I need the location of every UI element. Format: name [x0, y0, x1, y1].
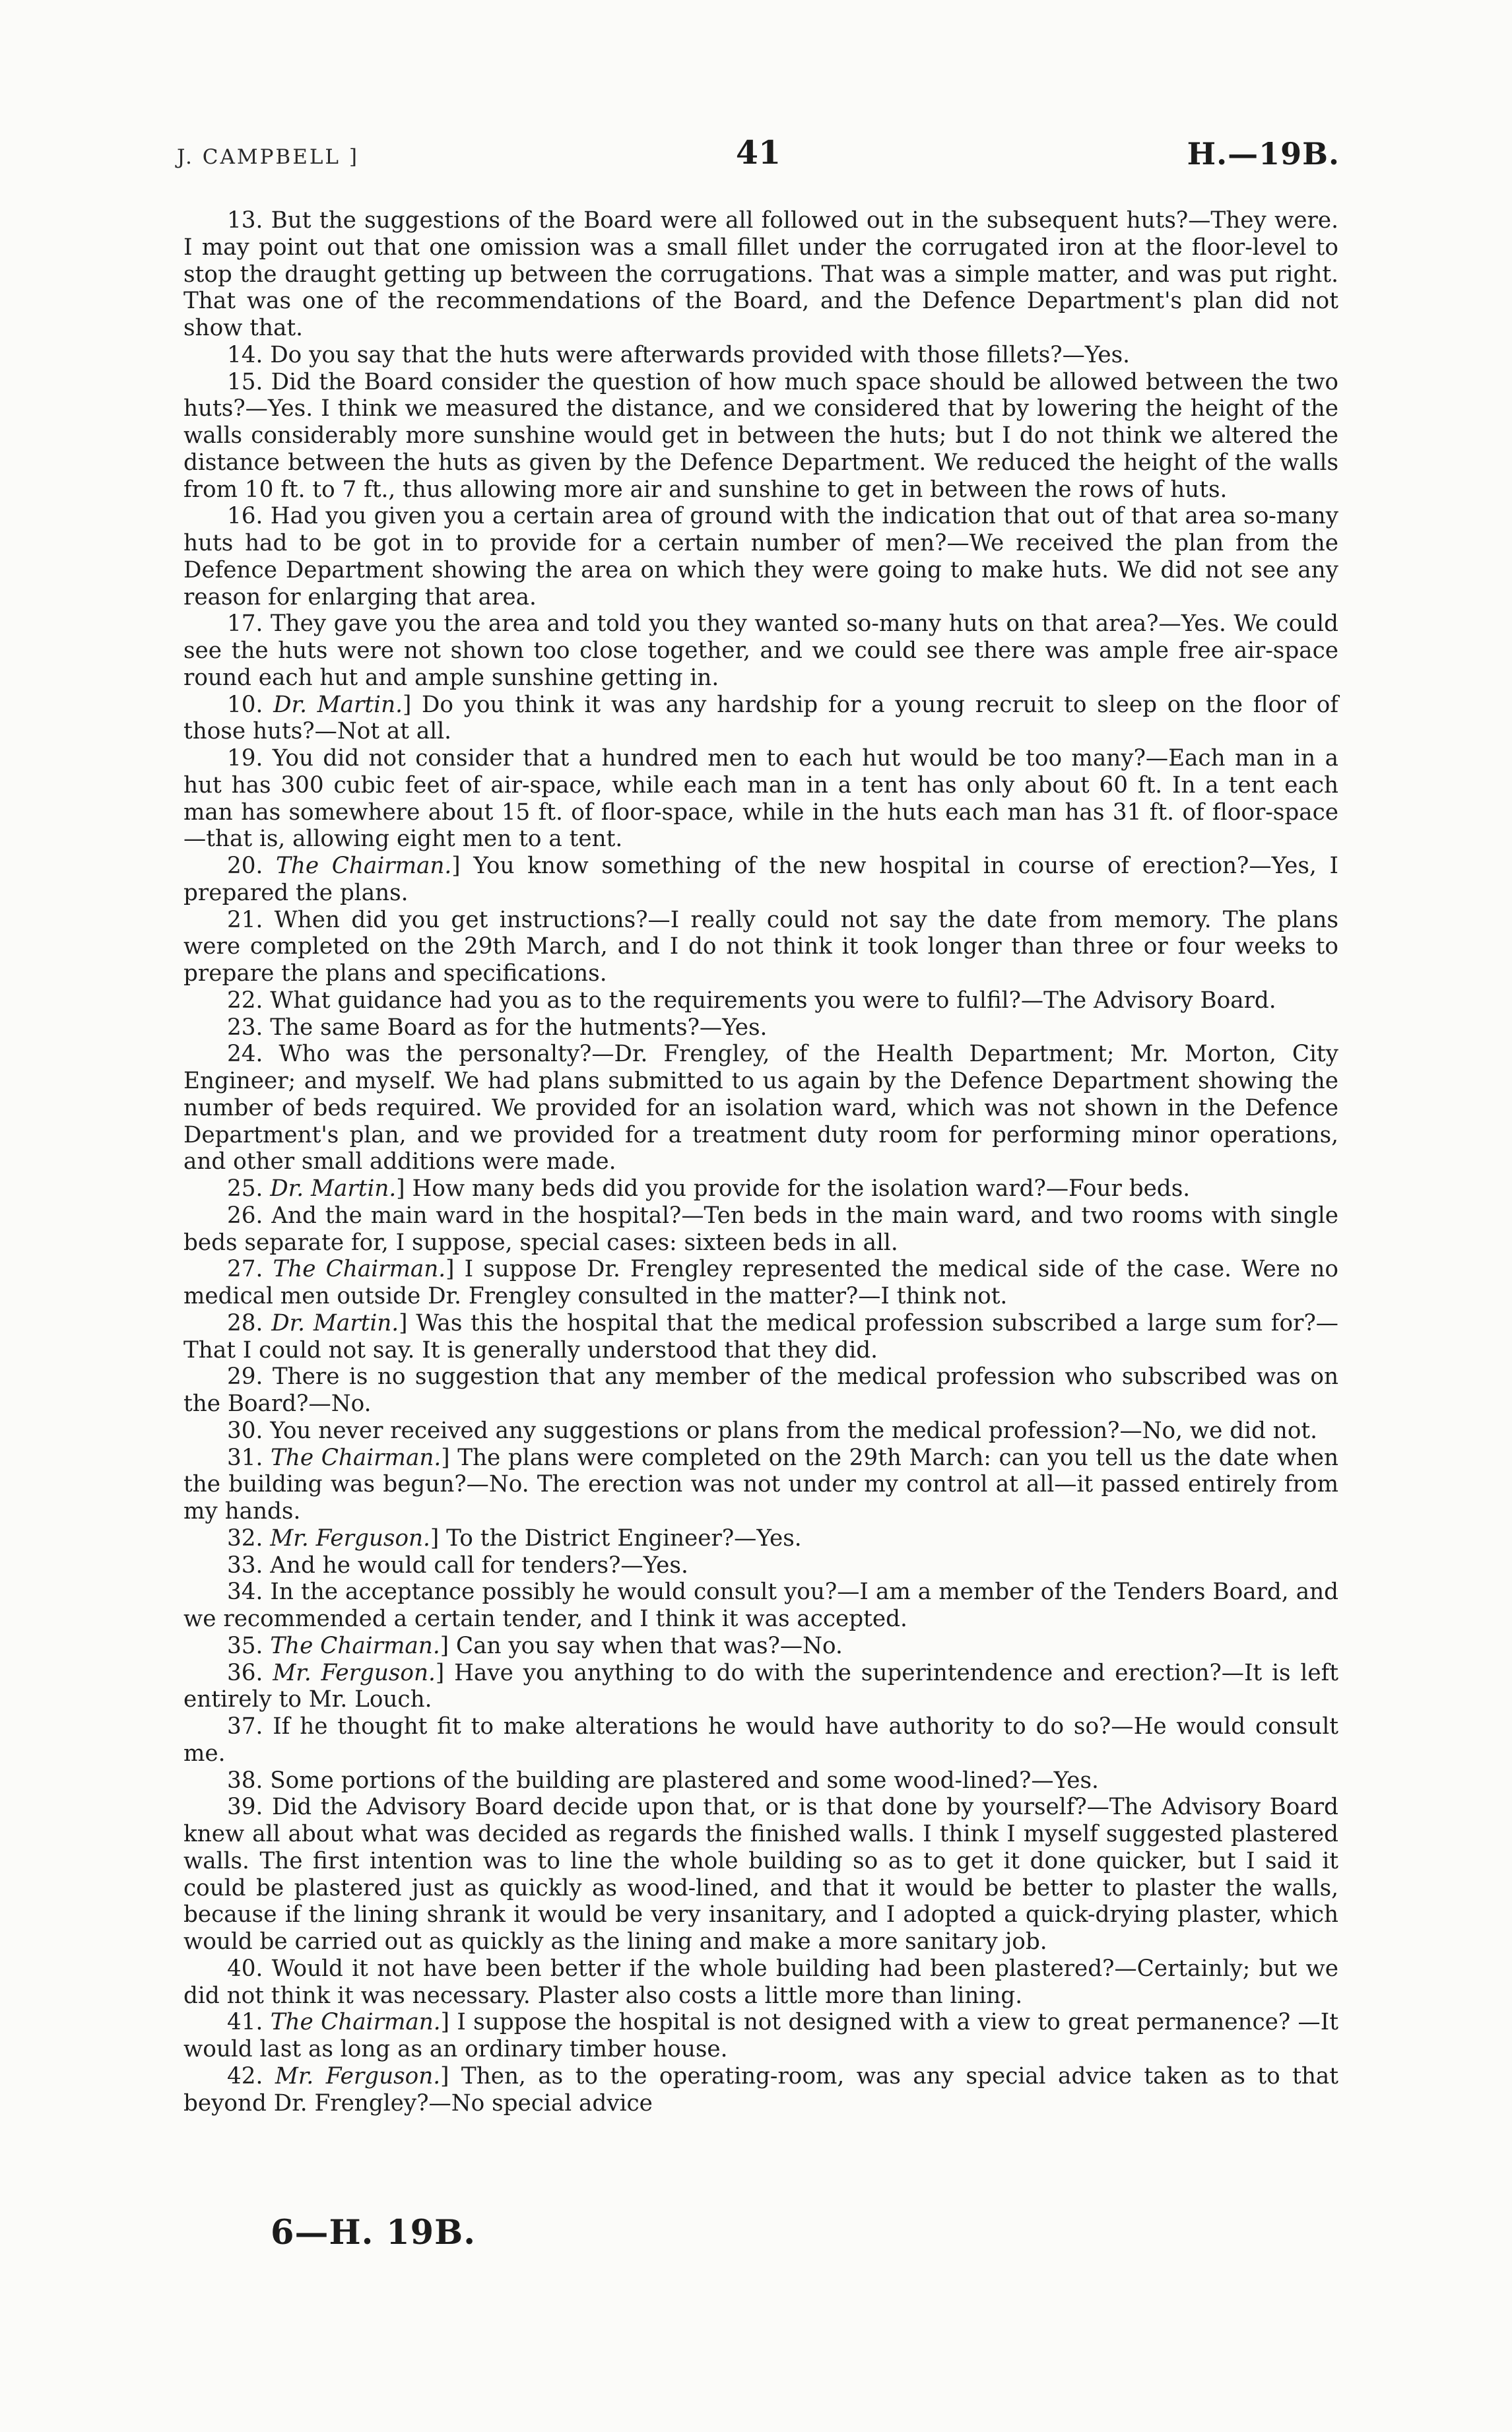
speaker-name: The Chairman.: [276, 853, 452, 879]
question-text: 26. And the main ward in the hospital?—Ten beds in the main ward, and two rooms with single beds separate for, I suppose, special cases: sixteen beds in all.: [183, 1202, 1338, 1256]
speaker-name: Dr. Martin.: [270, 1175, 397, 1202]
speaker-name: The Chairman.: [270, 1632, 440, 1659]
question-number: 36.: [227, 1659, 263, 1686]
question-paragraph: [183, 1256, 1338, 1310]
question-text: 21. When did you get instructions?—I really could not say the date from memory. The plans were completed on the 29th March, and I do not think it took longer than three or four weeks to prepare the plans and specifications.: [183, 906, 1338, 987]
question-paragraph: [183, 503, 1338, 610]
question-number: 28.: [227, 1309, 263, 1336]
question-paragraph: [183, 907, 1338, 987]
question-paragraph: [183, 1794, 1338, 1955]
question-paragraph: [183, 987, 1338, 1014]
question-paragraph: [183, 745, 1338, 853]
question-text: 16. Had you given you a certain area of ground with the indication that out of that area so-many huts had to be got in to provide for a certain number of men?—We received the plan from the Defence Department showing the area on which they were going to make huts. We did not see any reason for enlarging that area.: [183, 503, 1338, 610]
question-paragraph: [183, 1418, 1338, 1445]
question-paragraph: [183, 1175, 1338, 1202]
question-paragraph: [183, 1552, 1338, 1579]
speaker-name: The Chairman.: [270, 2009, 441, 2036]
question-text: ] I suppose Dr. Frengley represented the medical side of the case. Were no medical men outside Dr. Frengley consulted in the matter?—I think not.: [183, 1256, 1338, 1309]
question-paragraph: [183, 207, 1338, 342]
question-text: 15. Did the Board consider the question of how much space should be allowed between the two huts?—Yes. I think we measured the distance, and we considered that by lowering the height of the walls considerably more sunshine would get in between the huts; but I do not think we altered the distance between the huts as given by the Defence Department. We reduced the height of the walls from 10 ft. to 7 ft., thus allowing more air and sunshine to get in between the rows of huts.: [183, 368, 1338, 503]
question-number: 42.: [227, 2062, 263, 2089]
question-text: 39. Did the Advisory Board decide upon that, or is that done by yourself?—The Advisory Board knew all about what was decided as regards the finished walls. I think I myself suggested plastered walls. The first intention was to line the whole building so as to get it done quicker, but I said it could be plastered just as quickly as wood-lined, and that it would be better to plaster the walls, because if the lining shrank it would be very insanitary, and I adopted a quick-drying plaster, which would be carried out as quickly as the lining and make a more sanitary job.: [183, 1794, 1338, 1955]
page-header: [177, 132, 1340, 185]
question-number: 27.: [227, 1256, 263, 1283]
question-text: 34. In the acceptance possibly he would consult you?—I am a member of the Tenders Board, and we recommended a certain tender, and I think it was accepted.: [183, 1579, 1338, 1632]
signature-mark: 6—H. 19B.: [271, 2213, 477, 2252]
speaker-name: Mr. Ferguson.: [273, 1659, 436, 1686]
question-paragraph: [183, 1660, 1338, 1714]
speaker-name: Mr. Ferguson.: [275, 2062, 441, 2089]
question-paragraph: [183, 1633, 1338, 1660]
question-text: 29. There is no suggestion that any member of the medical profession who subscribed was on the Board?—No.: [183, 1364, 1338, 1417]
question-paragraph: [183, 1014, 1338, 1041]
question-text: 38. Some portions of the building are plastered and some wood-lined?—Yes.: [227, 1767, 1099, 1794]
speaker-name: The Chairman.: [271, 1444, 442, 1471]
speaker-name: Dr. Martin.: [271, 1309, 399, 1336]
question-text: ] Have you anything to do with the superintendence and erection?—It is left entirely to Mr. Louch.: [183, 1659, 1338, 1713]
question-number: 32.: [227, 1525, 263, 1552]
question-paragraph: [183, 1713, 1338, 1767]
question-text: ] Can you say when that was?—No.: [440, 1632, 843, 1659]
question-paragraph: [183, 2009, 1338, 2063]
question-text: 24. Who was the personalty?—Dr. Frengley, of the Health Department; Mr. Morton, City Engineer; and myself. We had plans submitted to us again by the Defence Department showing the number of beds required. We provided for an isolation ward, which was not shown in the Defence Department's plan, and we provided for a treatment duty room for performing minor operations, and other small additions were made.: [183, 1041, 1338, 1175]
question-paragraph: [183, 1955, 1338, 2010]
question-paragraph: [183, 1310, 1338, 1364]
question-text: ] To the District Engineer?—Yes.: [430, 1525, 802, 1552]
question-number: 10.: [227, 691, 263, 718]
question-paragraph: [183, 2063, 1338, 2117]
question-text: 37. If he thought fit to make alterations he would have authority to do so?—He would consult me.: [183, 1713, 1338, 1767]
question-text: 13. But the suggestions of the Board were all followed out in the subsequent huts?—They were. I may point out that one omission was a small fillet under the corrugated iron at the floor-level to stop the draught getting up between the corrugations. That was a simple matter, and was put right. That was one of the recommendations of the Board, and the Defence Department's plan did not show that.: [183, 207, 1338, 341]
question-text: ] The plans were completed on the 29th March: can you tell us the date when the building was begun?—No. The erection was not under my control at all—it passed entirely from my hands.: [183, 1444, 1338, 1525]
question-number: 25.: [227, 1175, 263, 1202]
question-number: 31.: [227, 1444, 263, 1471]
question-paragraph: [183, 1445, 1338, 1525]
question-text: 22. What guidance had you as to the requirements you were to fulfil?—The Advisory Board.: [227, 987, 1276, 1014]
document-reference: H.—19B.: [1187, 136, 1340, 172]
question-text: 40. Would it not have been better if the whole building had been plastered?—Certainly; but we did not think it was necessary. Plaster also costs a little more than lining.: [183, 1955, 1338, 2009]
question-text: 30. You never received any suggestions or plans from the medical profession?—No, we did not.: [227, 1417, 1318, 1444]
question-number: 20.: [227, 853, 263, 879]
speaker-name: The Chairman.: [273, 1256, 446, 1283]
question-paragraph: [183, 610, 1338, 691]
page-number: 41: [735, 133, 781, 172]
question-paragraph: [183, 692, 1338, 746]
question-text: ] How many beds did you provide for the isolation ward?—Four beds.: [396, 1175, 1191, 1202]
question-number: 41.: [227, 2009, 263, 2036]
question-paragraph: [183, 853, 1338, 907]
question-paragraph: [183, 1525, 1338, 1552]
question-text: 19. You did not consider that a hundred men to each hut would be too many?—Each man in a hut has 300 cubic feet of air-space, while each man in a tent has only about 60 ft. In a tent each man has somewhere about 15 ft. of floor-space, while in the huts each man has 31 ft. of floor-space—that is, allowing eight men to a tent.: [183, 745, 1338, 853]
question-text: ] Then, as to the operating-room, was any special advice taken as to that beyond Dr. Frengley?—No special advice: [183, 2062, 1339, 2117]
speaker-name: Mr. Ferguson.: [270, 1525, 430, 1552]
question-paragraph: [183, 1364, 1338, 1418]
question-paragraph: [183, 369, 1338, 504]
question-paragraph: [183, 1041, 1338, 1175]
question-text: 23. The same Board as for the hutments?—Yes.: [227, 1014, 768, 1041]
question-paragraph: [183, 342, 1338, 369]
question-paragraph: [183, 1202, 1338, 1257]
question-text: ] Do you think it was any hardship for a young recruit to sleep on the floor of those huts?—Not at all.: [183, 691, 1338, 745]
question-text: ] You know something of the new hospital in course of erection?—Yes, I prepared the plans.: [183, 853, 1338, 906]
body-text: [183, 207, 1338, 2117]
question-paragraph: [183, 1767, 1338, 1794]
question-text: ] I suppose the hospital is not designed with a view to great permanence? —It would last as long as an ordinary timber house.: [183, 2009, 1338, 2062]
question-text: 17. They gave you the area and told you they wanted so-many huts on that area?—Yes. We could see the huts were not shown too close together, and we could see there was ample free air-space round each hut and ample sunshine getting in.: [183, 610, 1338, 691]
question-text: 14. Do you say that the huts were afterwards provided with those fillets?—Yes.: [227, 341, 1131, 368]
question-paragraph: [183, 1579, 1338, 1633]
question-number: 35.: [227, 1632, 263, 1659]
speaker-name: Dr. Martin.: [273, 691, 403, 718]
question-text: 33. And he would call for tenders?—Yes.: [227, 1552, 688, 1579]
question-text: ] Was this the hospital that the medical profession subscribed a large sum for?—That I could not say. It is generally understood that they did.: [183, 1309, 1338, 1364]
witness-name-header: J. CAMPBELL ]: [177, 145, 359, 169]
